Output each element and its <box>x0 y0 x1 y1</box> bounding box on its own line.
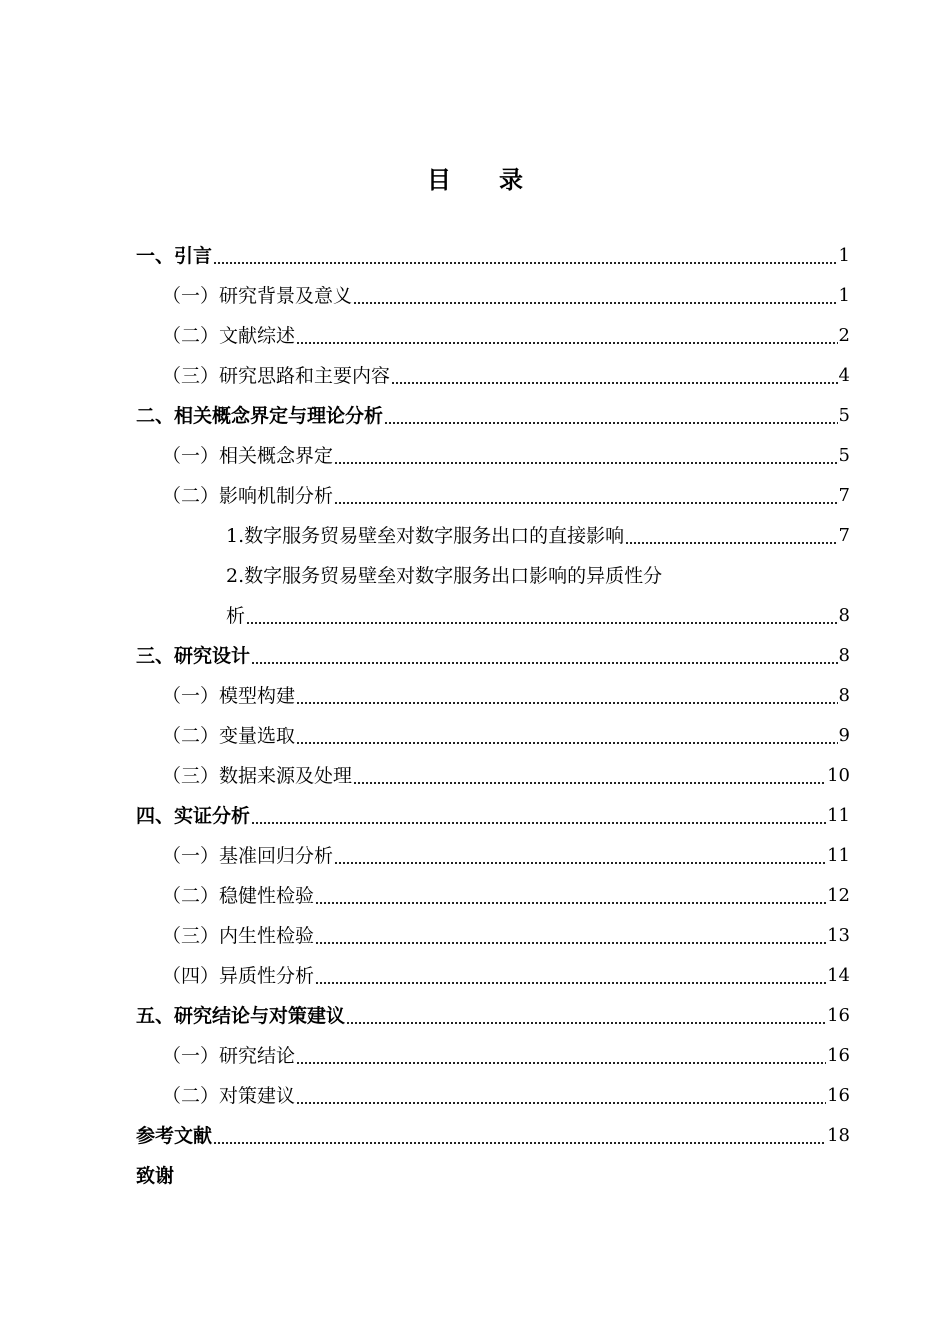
toc-entry-label: 析 <box>226 605 246 627</box>
page-title <box>0 160 950 195</box>
title-right: 录 <box>499 166 523 194</box>
toc-entry[interactable] <box>136 636 850 676</box>
toc-entry-label: 五、研究结论与对策建议 <box>136 1005 346 1027</box>
toc-entry[interactable] <box>136 1156 850 1196</box>
dot-leader <box>213 1116 826 1156</box>
toc-entry-page: 14 <box>827 965 850 986</box>
dot-leader <box>384 396 838 436</box>
dot-leader <box>251 796 826 836</box>
dot-leader <box>315 956 826 996</box>
dot-leader <box>251 636 838 676</box>
toc-entry[interactable] <box>136 756 850 796</box>
dot-leader <box>334 436 838 476</box>
table-of-contents <box>136 236 850 1196</box>
toc-entry[interactable] <box>136 476 850 516</box>
toc-entry-label: （一）相关概念界定 <box>162 445 334 467</box>
dot-leader <box>296 676 838 716</box>
toc-entry-label: 致谢 <box>136 1165 175 1187</box>
toc-entry-page: 2 <box>838 325 850 346</box>
dot-leader <box>334 836 826 876</box>
toc-entry-label: 三、研究设计 <box>136 645 251 667</box>
toc-entry-page: 5 <box>838 405 850 426</box>
toc-entry[interactable] <box>136 516 850 556</box>
title-left: 目 <box>427 166 451 194</box>
toc-entry-label: 1.数字服务贸易壁垒对数字服务出口的直接影响 <box>226 525 625 547</box>
toc-entry-page: 10 <box>827 765 850 786</box>
toc-entry-label: （三）研究思路和主要内容 <box>162 365 391 387</box>
toc-entry[interactable] <box>136 1036 850 1076</box>
toc-entry-page: 1 <box>838 285 850 306</box>
toc-entry-page: 7 <box>838 525 850 546</box>
toc-entry-label: （三）内生性检验 <box>162 925 315 947</box>
toc-entry-page: 9 <box>838 725 850 746</box>
toc-entry-label: 2.数字服务贸易壁垒对数字服务出口影响的异质性分 <box>226 565 663 587</box>
toc-entry[interactable] <box>136 996 850 1036</box>
dot-leader <box>296 716 838 756</box>
toc-entry-label: （二）影响机制分析 <box>162 485 334 507</box>
toc-entry[interactable] <box>136 676 850 716</box>
toc-entry-page: 16 <box>827 1005 850 1026</box>
toc-entry[interactable] <box>136 356 850 396</box>
toc-entry-page: 5 <box>838 445 850 466</box>
dot-leader <box>334 476 838 516</box>
toc-entry[interactable] <box>136 916 850 956</box>
dot-leader <box>246 596 838 636</box>
toc-entry-label: （二）对策建议 <box>162 1085 296 1107</box>
toc-entry[interactable] <box>136 556 850 596</box>
toc-entry-label: （一）研究背景及意义 <box>162 285 353 307</box>
toc-entry-label: （三）数据来源及处理 <box>162 765 353 787</box>
dot-leader <box>315 876 826 916</box>
toc-entry[interactable] <box>136 276 850 316</box>
toc-entry[interactable] <box>136 956 850 996</box>
dot-leader <box>213 236 838 276</box>
toc-entry-label: 四、实证分析 <box>136 805 251 827</box>
toc-entry[interactable] <box>136 796 850 836</box>
toc-entry-label: （四）异质性分析 <box>162 965 315 987</box>
toc-entry-page: 16 <box>827 1085 850 1106</box>
dot-leader <box>346 996 826 1036</box>
toc-entry-page: 11 <box>827 845 850 866</box>
toc-entry-label: （二）变量选取 <box>162 725 296 747</box>
dot-leader <box>353 756 826 796</box>
dot-leader <box>315 916 826 956</box>
toc-entry-label: （二）稳健性检验 <box>162 885 315 907</box>
toc-entry[interactable] <box>136 1076 850 1116</box>
toc-entry-page: 1 <box>838 245 850 266</box>
dot-leader <box>296 1036 826 1076</box>
toc-entry[interactable] <box>136 316 850 356</box>
dot-leader <box>353 276 838 316</box>
toc-entry[interactable] <box>136 596 850 636</box>
toc-entry[interactable] <box>136 436 850 476</box>
toc-entry[interactable] <box>136 836 850 876</box>
toc-entry-label: 二、相关概念界定与理论分析 <box>136 405 384 427</box>
toc-entry-page: 4 <box>838 365 850 386</box>
toc-entry-label: （一）研究结论 <box>162 1045 296 1067</box>
toc-entry-label: 参考文献 <box>136 1125 213 1147</box>
dot-leader <box>296 1076 826 1116</box>
toc-entry[interactable] <box>136 876 850 916</box>
toc-entry-page: 8 <box>838 685 850 706</box>
toc-entry-label: （一）基准回归分析 <box>162 845 334 867</box>
toc-entry[interactable] <box>136 396 850 436</box>
toc-entry-page: 8 <box>838 645 850 666</box>
toc-entry-label: （一）模型构建 <box>162 685 296 707</box>
toc-entry-page: 13 <box>827 925 850 946</box>
toc-entry-page: 11 <box>827 805 850 826</box>
toc-entry-page: 16 <box>827 1045 850 1066</box>
dot-leader <box>296 316 838 356</box>
toc-entry-page: 18 <box>827 1125 850 1146</box>
toc-entry-label: （二）文献综述 <box>162 325 296 347</box>
toc-entry-label: 一、引言 <box>136 245 213 267</box>
toc-entry[interactable] <box>136 236 850 276</box>
dot-leader <box>391 356 838 396</box>
toc-entry-page: 8 <box>838 605 850 626</box>
toc-entry-page: 12 <box>827 885 850 906</box>
toc-entry-page: 7 <box>838 485 850 506</box>
dot-leader <box>625 516 837 556</box>
toc-entry[interactable] <box>136 1116 850 1156</box>
toc-entry[interactable] <box>136 716 850 756</box>
